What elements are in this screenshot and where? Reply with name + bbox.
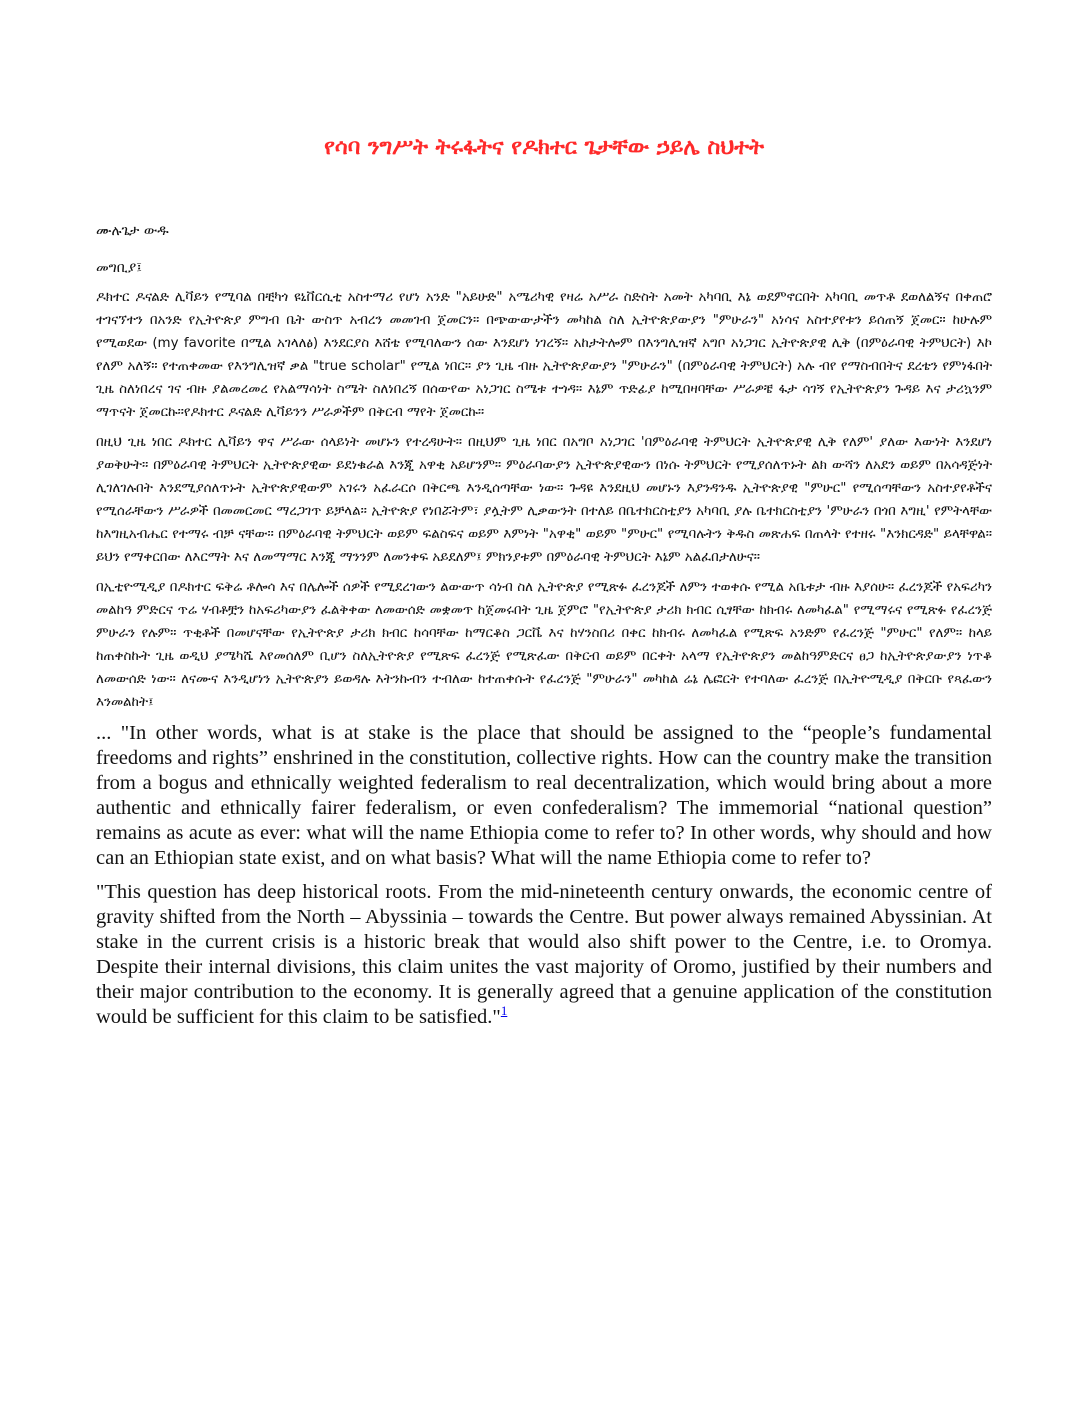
footnote-link[interactable]: 1 — [500, 1003, 508, 1019]
document-body — [96, 286, 992, 1039]
paragraph: በኢቲዮሚዲያ በዶክተር ፍቅሬ ቶሎሳ እና በሌሎች ሰዎች የሚደረገውን ልውውጥ ሳነብ ስለ ኢትዮጵያ የሚጽፉ ፈረንጆች ለምን ተወቀሱ የሚል አቤቱታ ብዙ እያሰሁ። ፈረንጆች የአፍሪካን መልከዓ ምድርና ጥሬ ሃብቶቿን ከአፍሪካውያን ፈልቅቀው ለመውሰድ መቋመጥ ከጀመሩበት ጊዜ ጀምሮ "የኢትዮጵያ ታሪክ ክብር ሲፃቸው ከክብሩ ለመካፈል" የሚማሩና የሚጽፉ የፈረንጅ ምሁራን የሉም። ጥቂቶች በመሆናቸው የኢትዮጵያ ታሪክ ክብር ከሳባቸው ከማርቆስ ጋርቬ እና ከሃንስበሪ በቀር ከክብሩ ለመካፈል የሚጽፍ አንድም የፈረንጅ "ምሁር" የለም። ከላይ ከጠቀስኩት ጊዜ ወዲህ ያሜካሼ እየመሰለም ቢሆን ስለኢትዮጵያ የሚጽፍ ፈረንጅ የሚጽፈው በቅርብ ወይም በርቀት አላማ የኢትዮጵያን መልከዓምድርና ፀጋ ከኢትዮጵያውያን ነጥቆ ለመውሰድ ነው። ለናሙና እንዲሆነን ኢትዮጵያን ይወዳሉ እትንኩብን ተብለው ከተጠቀሱት የፈረንጅ "ምሁራን" መካከል ሬኔ ሌፎርት የተባለው ፈረንጅ በኢትዮሚዲያ በቅርቡ የጻፈውን እንመልከት፤ — [96, 580, 992, 710]
quoted-paragraph: ... "In other words, what is at stake is the place that should be assigned to the “people’s fundamental freedoms and rights” enshrined in the constitution, collective rights. How can the country make the transition from a bogus and ethnically weighted federalism to real decentralization, which would bring about a more authentic and ethnically fairer federalism, or even confederalism? The immemorial “national question” remains as acute as ever: what will the name Ethiopia come to refer to? In other words, why should and how can an Ethiopian state exist, and on what basis? What will the name Ethiopia come to refer to? — [96, 722, 992, 869]
section-heading-introduction: መግቢያ፤ — [96, 260, 142, 276]
paragraph: ዶክተር ዶናልድ ሊቫይን የሚባል በቺካጎ ዩኒቨርሲቲ አስተማሪ የሆነ አንድ "አይሁድ" አሜሪካዊ የዛሬ አሥራ ስድስት አመት አካባቢ እኔ ወደምኖርበት አካባቢ መጥቶ ደወለልኝና በቀጠሮ ተገናኘተን በአንድ የኢትዮጵያ ምግብ ቤት ውስጥ አብረን መመገብ ጀመርን። በጭውውታችን መካከል ስለ ኢትዮጵያውያን "ምሁራን" አነሳና አስተያየቱን ይሰጠኝ ጀመር። ከሁሉም የሚወደው (my favorite በሚል አገላለፅ) እንደርያስ እሸቴ የሚባለውን ሰው እንደሆነ ነገረኝ። አከታትሎም በእንግሊዝኛ አግቦ አነጋገር ኢትዮጵያዊ ሊቅ (በምዕራባዊ ትምህርት) እኮ የለም አለኝ። የተጠቀመው የእንግሊዝኛ ቃል "true scholar" የሚል ነበር። ያን ጊዜ ብዙ ኢትዮጵያውያን "ምሁራን" (በምዕራባዊ ትምህርት) አሉ ብየ የማስብበትና ደረቴን የምነፋበት ጊዜ ስለነበረና ገና ብዙ ያልመረመረ የአልማሳነት ስሜት ስለነበረኝ በሰውየው አነጋገር ስሜቱ ተጎዳ። እኔም ጥድፊያ ከሚበዛባቸው ሥራዎቼ ፋታ ሳገኝ የኢትዮጵያን ጉዳይ እና ታሪኳንም ማጥናት ጀመርኩ።የዶክተር ዶናልድ ሊቫይንን ሥራዎችም በቅርብ ማየት ጀመርኩ። — [96, 290, 992, 420]
quoted-paragraph-with-footnote — [96, 880, 992, 1030]
author-name: ሙሉጌታ ውዱ — [96, 223, 169, 239]
document-page — [96, 0, 992, 1408]
paragraph: በዚህ ጊዜ ነበር ዶክተር ሊቫይን ዋና ሥራው ሰላይነት መሆኑን የተረዳሁት። በዚህም ጊዜ ነበር በአግቦ አነጋገር 'በምዕራባዊ ትምህርት ኢትዮጵያዊ ሊቅ የለም' ያለው እውነት እንደሆነ ያወቅሁት። በምዕራባዊ ትምህርት ኢትዮጵያዊው ይደነቁራል እንጂ አዋቂ አይሆንም። ምዕራባውያን ኢትዮጵያዊውን በነሱ ትምህርት የሚያሰለጥኑት ልክ ውሻን ለአደን ወይም በአሳዳጅነት ሊገለገሉበት እንደሚያሰለጥኑት ኢትዮጵያዊውም አገሩን አፈራርሶ በቅርጫ እንዲሰጣቸው ነው። ጉዳዩ እንደዚህ መሆኑን እያንዳንዱ ኢትዮጵያዊ "ምሁር" የሚሰጣቸውን አስተያየቶችና የሚሰራቸውን ሥራዎች በመመርመር ማረጋገጥ ይቻላል። ኢትዮጵያ የነበሯትም፣ ያሏትም ሊቃውንት በተለይ በቤተክርስቲያን አካባቢ ያሉ ቤተክርስቲያን 'ምሁራን በጎበ እግዚ' የምትላቸው ከእግዚአብሔር የተማሩ ብቻ ናቸው። በምዕራባዊ ትምህርት ወይም ፍልስፍና ወይም እምነት "አዋቂ" ወይም "ምሁር" የሚባሉትን ቅዱስ መጽሐፍ በጠላት የተዘሩ "እንክርዳድ" ይላቸዋል። ይህን የማቀርበው ለእርማት እና ለመማማር እንጂ ማንንም ለመንቀፍ አይደለም፤ ምክንያቱም በምዕራባዊ ትምህርት እኔም አልፈበታለሁና። — [96, 435, 992, 565]
document-title: የሳባ ንግሥት ትሩፋትና የዶክተር ጌታቸው ኃይሌ ስህተት — [324, 135, 764, 160]
quoted-paragraph-text: "This question has deep historical roots. From the mid-nineteenth century onwards, the economic centre of gravity shifted from the North – Abyssinia – towards the Centre. But power always remained Abyssinian. At stake in the current crisis is a historic break that would also shift power to the Centre, i.e. to Oromya. Despite their internal divisions, this claim unites the vast majority of Oromo, justified by their numbers and their major contribution to the economy. It is generally agreed that a genuine application of the constitution would be sufficient for this claim to be satisfied." — [96, 881, 992, 1028]
